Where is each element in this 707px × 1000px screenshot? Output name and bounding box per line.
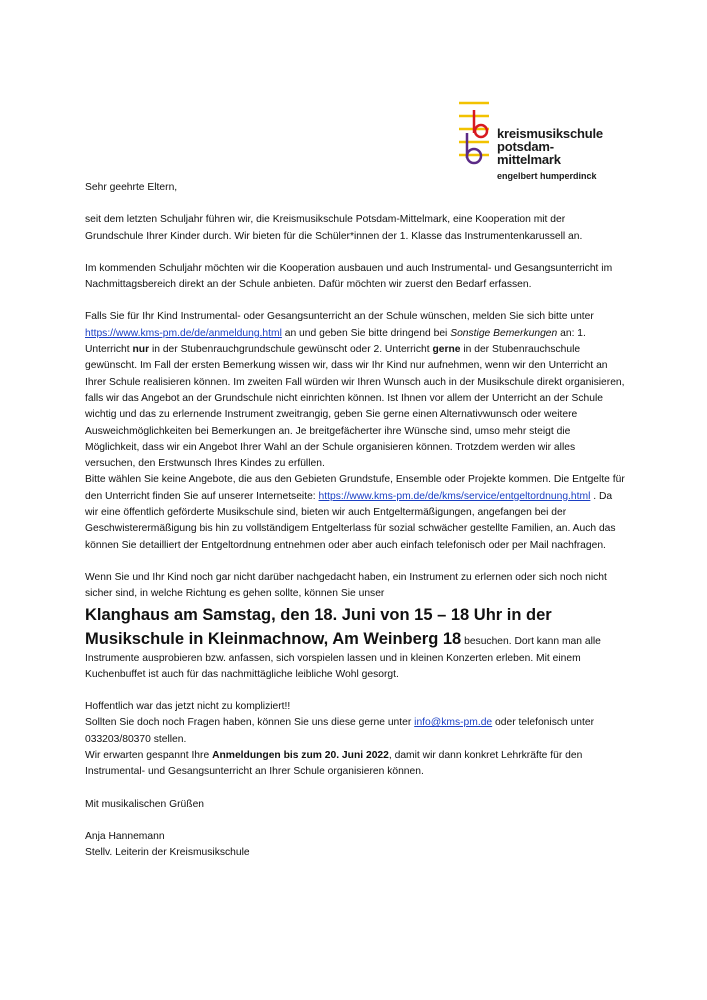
paragraph-questions: Sollten Sie doch noch Fragen haben, können Sie uns diese gerne unter info@kms-pm.de oder telefonisch unter 033203/80370 stellen. bbox=[85, 717, 595, 745]
signature-title: Stellv. Leiterin der Kreismusikschule bbox=[85, 847, 250, 859]
klanghaus-highlight: Klanghaus am Samstag, den 18. Juni von 15 – 18 Uhr in der Musikschule in Kleinmachnow, Am Weinberg 18 bbox=[85, 605, 552, 648]
signature-name: Anja Hannemann bbox=[85, 830, 165, 842]
paragraph-klanghaus: Klanghaus am Samstag, den 18. Juni von 15 – 18 Uhr in der Musikschule in Kleinmachnow, Am Weinberg 18 besuchen. Dort kann man alle Instrumente ausprobieren bzw. anfassen, sich vorspielen lassen und in kleinen Konzerten erleben. Mit einem Kuchenbuffet ist auch für das nachmittägliche leibliche Wohl gesorgt. bbox=[85, 605, 601, 680]
logo-line-3: mittelmark bbox=[497, 152, 561, 167]
paragraph-klanghaus-intro: Wenn Sie und Ihr Kind noch gar nicht darüber nachgedacht haben, ein Instrument zu erlernen oder sich noch nicht sicher sind, in welche Richtung es gehen sollte, können Sie unser bbox=[85, 571, 607, 600]
paragraph-cooperation: Im kommenden Schuljahr möchten wir die Kooperation ausbauen und auch Instrumental- und Gesangsunterricht im Nachmittagsbereich direkt an der Schule anbieten. Dafür möchten wir zuerst den Bedarf erfassen. bbox=[85, 262, 613, 291]
logo-subtitle: engelbert humperdinck bbox=[497, 171, 597, 181]
paragraph-hope: Hoffentlich war das jetzt nicht zu kompliziert!! bbox=[85, 701, 291, 713]
logo-line-1: kreismusikschule bbox=[497, 126, 603, 141]
letter-body bbox=[85, 180, 625, 862]
greeting: Sehr geehrte Eltern, bbox=[85, 182, 178, 193]
email-link[interactable]: info@kms-pm.de bbox=[414, 717, 493, 729]
registration-link[interactable]: https://www.kms-pm.de/de/anmeldung.html bbox=[85, 327, 282, 339]
logo-mark-icon bbox=[455, 100, 495, 185]
paragraph-offer-note: Bitte wählen Sie keine Angebote, die aus den Gebieten Grundstufe, Ensemble oder Projekte kommen. Die Entgelte für den Unterricht finden Sie auf unserer Internetseite: https://www.kms-pm.de/de/kms/service/entgeltordnung.html . Da wir eine öffentlich geförderte Musikschule sind, bieten wir auch Entgeltermäßigungen, angefangen bei der Geschwisterermäßigung bis hin zu vollständigem Entgelterlass für sozial schwächer gestellte Familien, an. Auch das können Sie detailliert der Entgeltordnung entnehmen oder aber auch einfach telefonisch oder per Mail nachfragen. bbox=[85, 474, 625, 551]
closing: Mit musikalischen Grüßen bbox=[85, 798, 205, 810]
paragraph-deadline: Wir erwarten gespannt Ihre Anmeldungen bis zum 20. Juni 2022, damit wir dann konkret Lehrkräfte für den Instrumental- und Gesangsunterricht an Ihrer Schule organisieren können. bbox=[85, 750, 583, 778]
paragraph-intro: seit dem letzten Schuljahr führen wir, die Kreismusikschule Potsdam-Mittelmark, eine Kooperation mit der Grundschule Ihrer Kinder durch. Wir bieten für die Schüler*innen der 1. Klasse das Instrumentenkarussell an. bbox=[85, 214, 583, 242]
deadline-bold: Anmeldungen bis zum 20. Juni 2022 bbox=[212, 750, 389, 762]
fee-schedule-link[interactable]: https://www.kms-pm.de/de/kms/service/entgeltordnung.html bbox=[318, 490, 591, 502]
kms-logo bbox=[455, 100, 615, 185]
logo-line-2: potsdam- bbox=[497, 139, 554, 154]
paragraph-registration: Falls Sie für Ihr Kind Instrumental- oder Gesangsunterricht an der Schule wünschen, melden Sie sich bitte unter https://www.kms-pm.de/de/anmeldung.html an und geben Sie bitte dringend bei Sonstige Bemerkungen an: 1. Unterricht nur in der Stubenrauchgrundschule gewünscht oder 2. Unterricht gerne in der Stubenrauchschule gewünscht. Im Fall der ersten Bemerkung wissen wir, dass wir Ihr Kind nur aufnehmen, wenn wir den Unterricht an Ihrer Schule realisieren können. Im zweiten Fall würden wir Ihren Wunsch auch in der Musikschule direkt organisieren, falls wir das Angebot an der Grundschule nicht einrichten können. Ist Ihnen vor allem der Unterricht an der Schule wichtig und das zu erlernende Instrument zweitrangig, geben Sie gerne einen Alternativwunsch oder weitere Ausweichmöglichkeiten bei Bemerkungen an. Je breitgefächerter ihre Wünsche sind, umso mehr steigt die Möglichkeit, dass wir ein Angebot Ihrer Wahl an der Schule organisieren können. Trotzdem werden wir alles versuchen, den Erstwunsch Ihres Kindes zu erfüllen. bbox=[85, 311, 625, 470]
